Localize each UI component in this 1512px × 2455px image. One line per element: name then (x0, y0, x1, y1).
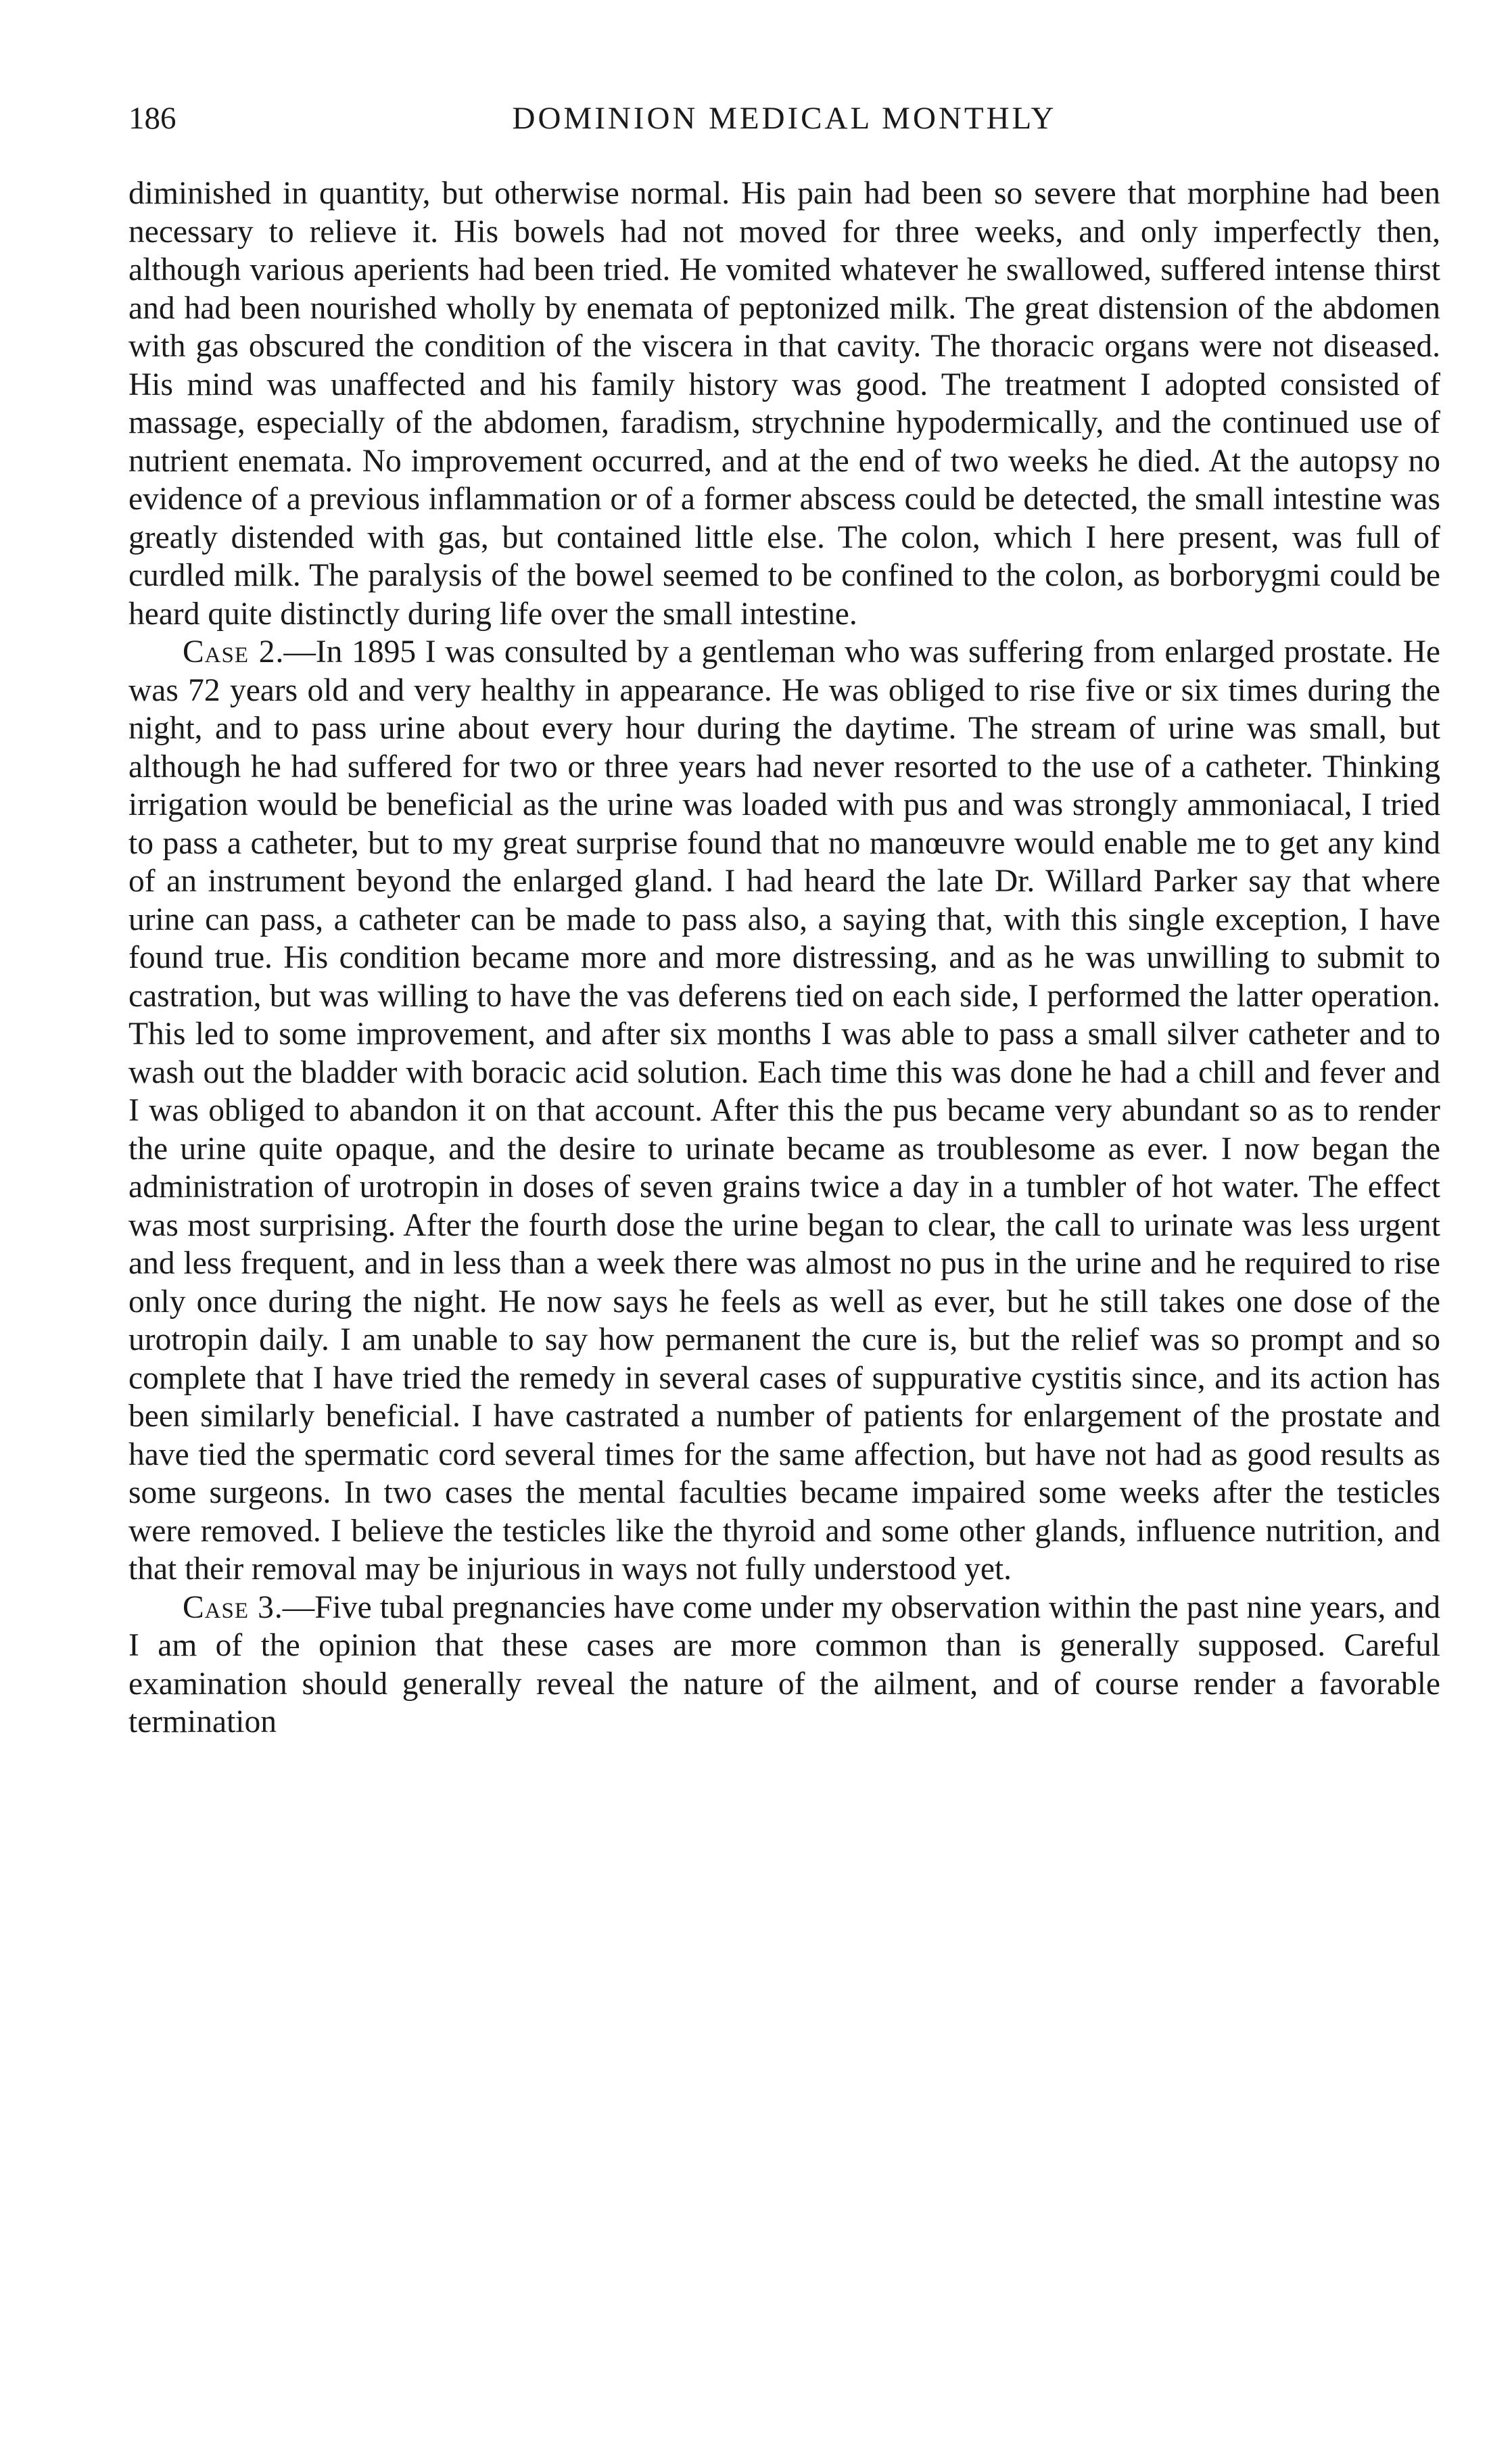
journal-title: DOMINION MEDICAL MONTHLY (512, 101, 1057, 136)
article-body (128, 174, 1440, 1741)
case-2-label: Case 2 (183, 634, 276, 670)
case-3-label: Case 3 (183, 1589, 275, 1625)
paragraph-case-1-continued: diminished in quantity, but otherwise normal. His pain had been so severe that morphine had been necessary to relieve it. His bowels had not moved for three weeks, and only imperfectly then, although various aperients had been tried. He vomited whatever he swallowed, suffered intense thirst and had been nourished wholly by enemata of peptonized milk. The great distension of the abdomen with gas obscured the condition of the viscera in that cavity. The thoracic organs were not diseased. His mind was unaffected and his family history was good. The treatment I adopted consisted of massage, especially of the abdomen, faradism, strychnine hypodermically, and the continued use of nutrient enemata. No improvement occurred, and at the end of two weeks he died. At the autopsy no evidence of a previous inflammation or of a former abscess could be detected, the small intestine was greatly distended with gas, but contained little else. The colon, which I here present, was full of curdled milk. The paralysis of the bowel seemed to be confined to the colon, as borborygmi could be heard quite distinctly during life over the small intestine. (128, 176, 1440, 632)
case-2-text: .—In 1895 I was consulted by a gentleman who was suffering from enlarged prostate. He was 72 years old and very healthy in appearance. He was obliged to rise five or six times during the night, and to pass urine about every hour during the daytime. The stream of urine was small, but although he had suffered for two or three years had never resorted to the use of a catheter. Thinking irrigation would be beneficial as the urine was loaded with pus and was strongly ammoniacal, I tried to pass a catheter, but to my great surprise found that no manœuvre would enable me to get any kind of an instrument beyond the enlarged gland. I had heard the late Dr. Willard Parker say that where urine can pass, a catheter can be made to pass also, a saying that, with this single exception, I have found true. His condition became more and more distressing, and as he was unwilling to submit to castration, but was willing to have the vas deferens tied on each side, I performed the latter operation. This led to some improvement, and after six months I was able to pass a small silver catheter and to wash out the bladder with boracic acid solution. Each time this was done he had a chill and fever and I was obliged to abandon it on that account. After this the pus became very abundant so as to render the urine quite opaque, and the desire to urinate became as troublesome as ever. I now began the administration of urotropin in doses of seven grains twice a day in a tumbler of hot water. The effect was most surprising. After the fourth dose the urine began to clear, the call to urinate was less urgent and less frequent, and in less than a week there was almost no pus in the urine and he required to rise only once during the night. He now says he feels as well as ever, but he still takes one dose of the urotropin daily. I am unable to say how permanent the cure is, but the relief was so prompt and so complete that I have tried the remedy in several cases of suppurative cystitis since, and its action has been similarly beneficial. I have castrated a number of patients for enlargement of the prostate and have tied the spermatic cord several times for the same affection, but have not had as good results as some surgeons. In two cases the mental faculties became impaired some weeks after the testicles were removed. I believe the testicles like the thyroid and some other glands, influence nutrition, and that their removal may be injurious in ways not fully understood yet. (128, 634, 1440, 1587)
case-3-text: .—Five tubal pregnancies have come under my observation within the past nine years, and I am of the opinion that these cases are more common than is generally supposed. Careful examination should generally reveal the nature of the ailment, and of course render a favorable termination (128, 1589, 1441, 1739)
running-head (128, 95, 1440, 142)
page-number: 186 (128, 101, 176, 136)
paragraph-case-3 (128, 1589, 1440, 1741)
paragraph-case-2 (128, 633, 1440, 1589)
